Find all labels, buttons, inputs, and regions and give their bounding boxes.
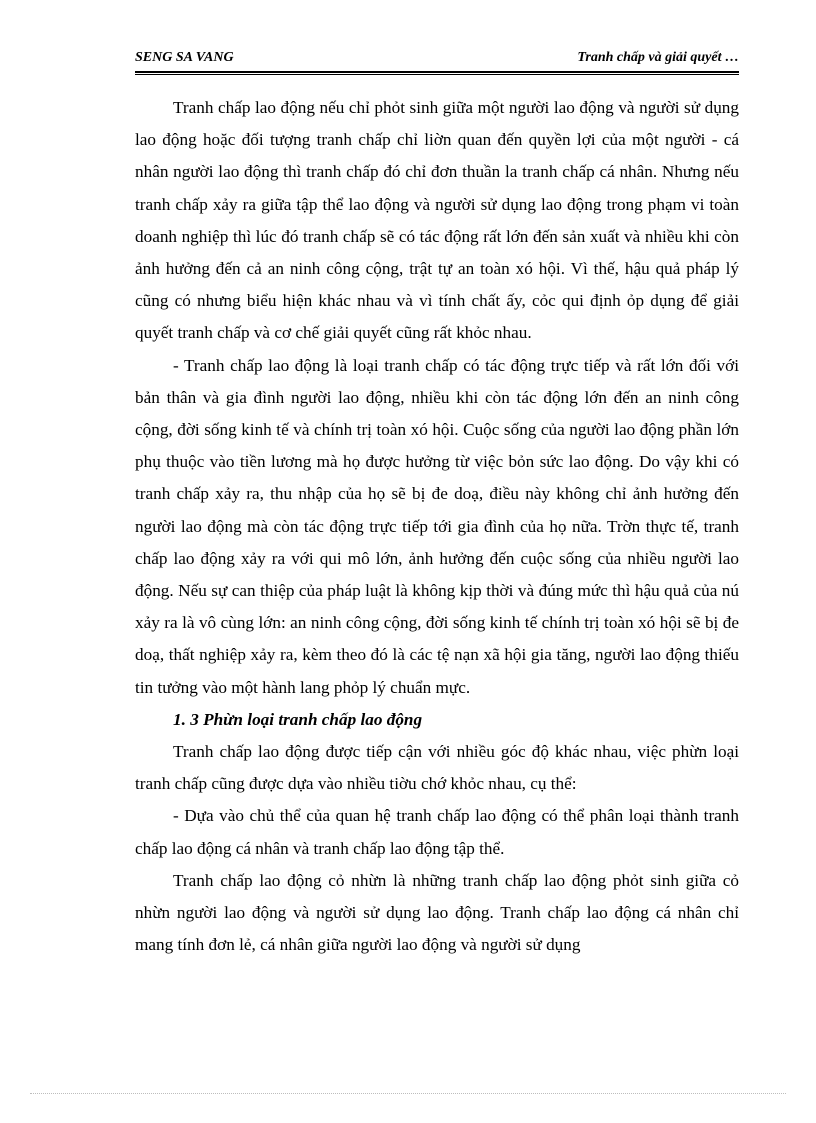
document-body [135,92,739,961]
paragraph-2: - Tranh chấp lao động là loại tranh chấp có tác động trực tiếp và rất lớn đối với bản thân và gia đình người lao động, nhiều khi còn tác động lớn đến an ninh công cộng, đời sống kinh tế và chính trị toàn xó hội. Cuộc sống của người lao động phần lớn phụ thuộc vào tiền lương mà họ được hưởng từ việc bỏn sức lao động. Do vậy khi có tranh chấp xảy ra, thu nhập của họ sẽ bị đe doạ, điều này không chỉ ảnh hưởng đến người lao động mà còn tác động trực tiếp tới gia đình của họ nữa. Trờn thực tế, tranh chấp lao động xảy ra với qui mô lớn, ảnh hưởng đến cuộc sống của nhiều người lao động. Nếu sự can thiệp của pháp luật là không kịp thời và đúng mức thì hậu quả của nú xảy ra là vô cùng lớn: an ninh công cộng, đời sống kinh tế chính trị toàn xó hội sẽ bị đe doạ, thất nghiệp xảy ra, kèm theo đó là các tệ nạn xã hội gia tăng, người lao động thiếu tin tưởng vào một hành lang phỏp lý chuẩn mực. [135,355,739,697]
header-title: Tranh chấp và giải quyết … [577,50,739,65]
header-rule-thin [135,74,739,75]
header-rule [135,71,739,73]
header-author: SENG SA VANG [135,50,234,65]
paragraph-5: Tranh chấp lao động cỏ nhừn là những tranh chấp lao động phỏt sinh giữa cỏ nhừn người lao động và người sử dụng lao động. Tranh chấp lao động cá nhân chỉ mang tính đơn lẻ, cá nhân giữa người lao động và người sử dụng [135,870,739,955]
paragraph-3: Tranh chấp lao động được tiếp cận với nhiều góc độ khác nhau, việc phừn loại tranh chấp cũng được dựa vào nhiều tiờu chớ khỏc nhau, cụ thể: [135,742,739,794]
section-heading: 1. 3 Phừn loại tranh chấp lao động [173,709,423,729]
page-header [135,50,739,70]
paragraph-4: - Dựa vào chủ thể của quan hệ tranh chấp lao động có thể phân loại thành tranh chấp lao động cá nhân và tranh chấp lao động tập thể. [135,806,739,858]
footer-rule [30,1093,786,1094]
paragraph-1: Tranh chấp lao động nếu chỉ phỏt sinh giữa một người lao động và người sử dụng lao động hoặc đối tượng tranh chấp chỉ liờn quan đến quyền lợi của một người - cá nhân người lao động thì tranh chấp đó chỉ đơn thuần la tranh chấp cá nhân. Nhưng nếu tranh chấp xảy ra giữa tập thể lao động và người sử dụng lao động trong phạm vi toàn doanh nghiệp thì lúc đó tranh chấp sẽ có tác động rất lớn đến sản xuất và nhiều khi còn ảnh hưởng đến cả an ninh công cộng, trật tự an toàn xó hội. Vì thế, hậu quả pháp lý cũng có nhưng biểu hiện khác nhau và vì tính chất ấy, cỏc qui định ỏp dụng để giải quyết tranh chấp và cơ chế giải quyết cũng rất khỏc nhau. [135,98,739,343]
